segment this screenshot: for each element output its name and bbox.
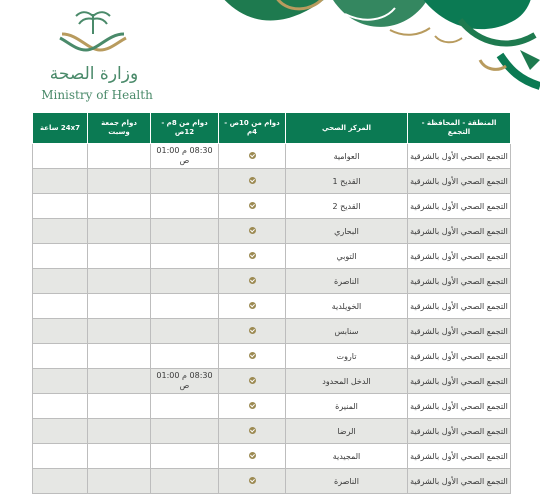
column-header-weekend-shift: دوام جمعة وسبت bbox=[88, 113, 151, 144]
day-shift-cell bbox=[219, 369, 286, 394]
center-name-cell: الناصرة bbox=[286, 269, 408, 294]
column-header-region: المنطقة - المحافظة - التجمع bbox=[408, 113, 511, 144]
check-circle-icon bbox=[249, 152, 256, 159]
weekend-shift-cell bbox=[88, 394, 151, 419]
region-cell: التجمع الصحي الأول بالشرقية bbox=[408, 294, 511, 319]
check-circle-icon bbox=[249, 227, 256, 234]
evening-shift-cell bbox=[151, 294, 219, 319]
region-cell: التجمع الصحي الأول بالشرقية bbox=[408, 144, 511, 169]
table-header-row bbox=[33, 113, 511, 144]
weekend-shift-cell bbox=[88, 244, 151, 269]
table-row bbox=[33, 269, 511, 294]
weekend-shift-cell bbox=[88, 219, 151, 244]
weekend-shift-cell bbox=[88, 444, 151, 469]
weekend-shift-cell bbox=[88, 294, 151, 319]
palm-swords-emblem-icon bbox=[48, 8, 138, 62]
evening-shift-cell bbox=[151, 219, 219, 244]
weekend-shift-cell bbox=[88, 169, 151, 194]
check-circle-icon bbox=[249, 277, 256, 284]
evening-shift-cell bbox=[151, 269, 219, 294]
full-time-cell bbox=[33, 269, 88, 294]
region-cell: التجمع الصحي الأول بالشرقية bbox=[408, 244, 511, 269]
table-row bbox=[33, 194, 511, 219]
evening-shift-cell bbox=[151, 194, 219, 219]
table-row bbox=[33, 169, 511, 194]
check-circle-icon bbox=[249, 377, 256, 384]
day-shift-cell bbox=[219, 419, 286, 444]
check-circle-icon bbox=[249, 477, 256, 484]
full-time-cell bbox=[33, 394, 88, 419]
full-time-cell bbox=[33, 169, 88, 194]
center-name-cell: العوامية bbox=[286, 144, 408, 169]
day-shift-cell bbox=[219, 294, 286, 319]
weekend-shift-cell bbox=[88, 319, 151, 344]
check-circle-icon bbox=[249, 402, 256, 409]
evening-shift-cell: 08:30 م 01:00 ص bbox=[151, 144, 219, 169]
center-name-cell: القديح 1 bbox=[286, 169, 408, 194]
column-header-center: المركز الصحي bbox=[286, 113, 408, 144]
health-centers-schedule-table bbox=[32, 112, 511, 494]
check-circle-icon bbox=[249, 352, 256, 359]
logo-english-text: Ministry of Health bbox=[41, 88, 153, 102]
table-row bbox=[33, 344, 511, 369]
weekend-shift-cell bbox=[88, 469, 151, 494]
full-time-cell bbox=[33, 219, 88, 244]
calligraphy-decoration bbox=[180, 0, 540, 100]
center-name-cell: الدخل المحدود bbox=[286, 369, 408, 394]
region-cell: التجمع الصحي الأول بالشرقية bbox=[408, 194, 511, 219]
full-time-cell bbox=[33, 369, 88, 394]
center-name-cell: المنيرة bbox=[286, 394, 408, 419]
day-shift-cell bbox=[219, 144, 286, 169]
center-name-cell: التوبي bbox=[286, 244, 408, 269]
check-circle-icon bbox=[249, 202, 256, 209]
day-shift-cell bbox=[219, 219, 286, 244]
evening-shift-cell bbox=[151, 469, 219, 494]
check-circle-icon bbox=[249, 327, 256, 334]
table-row bbox=[33, 469, 511, 494]
table-row bbox=[33, 294, 511, 319]
check-circle-icon bbox=[249, 252, 256, 259]
full-time-cell bbox=[33, 444, 88, 469]
column-header-24-hours: 24x7 ساعة bbox=[33, 113, 88, 144]
region-cell: التجمع الصحي الأول بالشرقية bbox=[408, 169, 511, 194]
table-row bbox=[33, 444, 511, 469]
check-circle-icon bbox=[249, 452, 256, 459]
weekend-shift-cell bbox=[88, 419, 151, 444]
center-name-cell: الرضا bbox=[286, 419, 408, 444]
center-name-cell: القديح 2 bbox=[286, 194, 408, 219]
day-shift-cell bbox=[219, 394, 286, 419]
region-cell: التجمع الصحي الأول بالشرقية bbox=[408, 269, 511, 294]
evening-shift-cell bbox=[151, 419, 219, 444]
table-row bbox=[33, 394, 511, 419]
evening-shift-cell bbox=[151, 319, 219, 344]
region-cell: التجمع الصحي الأول بالشرقية bbox=[408, 394, 511, 419]
table-row bbox=[33, 319, 511, 344]
column-header-evening-shift: دوام من 8م - 12ص bbox=[151, 113, 219, 144]
weekend-shift-cell bbox=[88, 194, 151, 219]
full-time-cell bbox=[33, 244, 88, 269]
full-time-cell bbox=[33, 419, 88, 444]
region-cell: التجمع الصحي الأول بالشرقية bbox=[408, 369, 511, 394]
full-time-cell bbox=[33, 294, 88, 319]
logo-arabic-text: وزارة الصحة bbox=[49, 64, 139, 84]
evening-shift-cell bbox=[151, 394, 219, 419]
center-name-cell: تاروت bbox=[286, 344, 408, 369]
day-shift-cell bbox=[219, 319, 286, 344]
day-shift-cell bbox=[219, 194, 286, 219]
table-row bbox=[33, 369, 511, 394]
region-cell: التجمع الصحي الأول بالشرقية bbox=[408, 444, 511, 469]
region-cell: التجمع الصحي الأول بالشرقية bbox=[408, 344, 511, 369]
check-circle-icon bbox=[249, 302, 256, 309]
day-shift-cell bbox=[219, 169, 286, 194]
weekend-shift-cell bbox=[88, 144, 151, 169]
day-shift-cell bbox=[219, 444, 286, 469]
table-row bbox=[33, 419, 511, 444]
center-name-cell: سنابس bbox=[286, 319, 408, 344]
evening-shift-cell bbox=[151, 169, 219, 194]
day-shift-cell bbox=[219, 244, 286, 269]
check-circle-icon bbox=[249, 177, 256, 184]
check-circle-icon bbox=[249, 427, 256, 434]
table-row bbox=[33, 144, 511, 169]
center-name-cell: المجيدية bbox=[286, 444, 408, 469]
weekend-shift-cell bbox=[88, 369, 151, 394]
weekend-shift-cell bbox=[88, 344, 151, 369]
full-time-cell bbox=[33, 344, 88, 369]
table-row bbox=[33, 244, 511, 269]
evening-shift-cell bbox=[151, 444, 219, 469]
table-row bbox=[33, 219, 511, 244]
region-cell: التجمع الصحي الأول بالشرقية bbox=[408, 319, 511, 344]
evening-shift-cell bbox=[151, 344, 219, 369]
full-time-cell bbox=[33, 144, 88, 169]
center-name-cell: الخويلدية bbox=[286, 294, 408, 319]
day-shift-cell bbox=[219, 344, 286, 369]
region-cell: التجمع الصحي الأول بالشرقية bbox=[408, 419, 511, 444]
full-time-cell bbox=[33, 194, 88, 219]
ministry-logo bbox=[26, 8, 156, 100]
region-cell: التجمع الصحي الأول بالشرقية bbox=[408, 219, 511, 244]
full-time-cell bbox=[33, 469, 88, 494]
day-shift-cell bbox=[219, 269, 286, 294]
column-header-day-shift: دوام من 10ص - 4م bbox=[219, 113, 286, 144]
evening-shift-cell: 08:30 م 01:00 ص bbox=[151, 369, 219, 394]
day-shift-cell bbox=[219, 469, 286, 494]
center-name-cell: البحاري bbox=[286, 219, 408, 244]
evening-shift-cell bbox=[151, 244, 219, 269]
region-cell: التجمع الصحي الأول بالشرقية bbox=[408, 469, 511, 494]
center-name-cell: الناصرة bbox=[286, 469, 408, 494]
full-time-cell bbox=[33, 319, 88, 344]
weekend-shift-cell bbox=[88, 269, 151, 294]
